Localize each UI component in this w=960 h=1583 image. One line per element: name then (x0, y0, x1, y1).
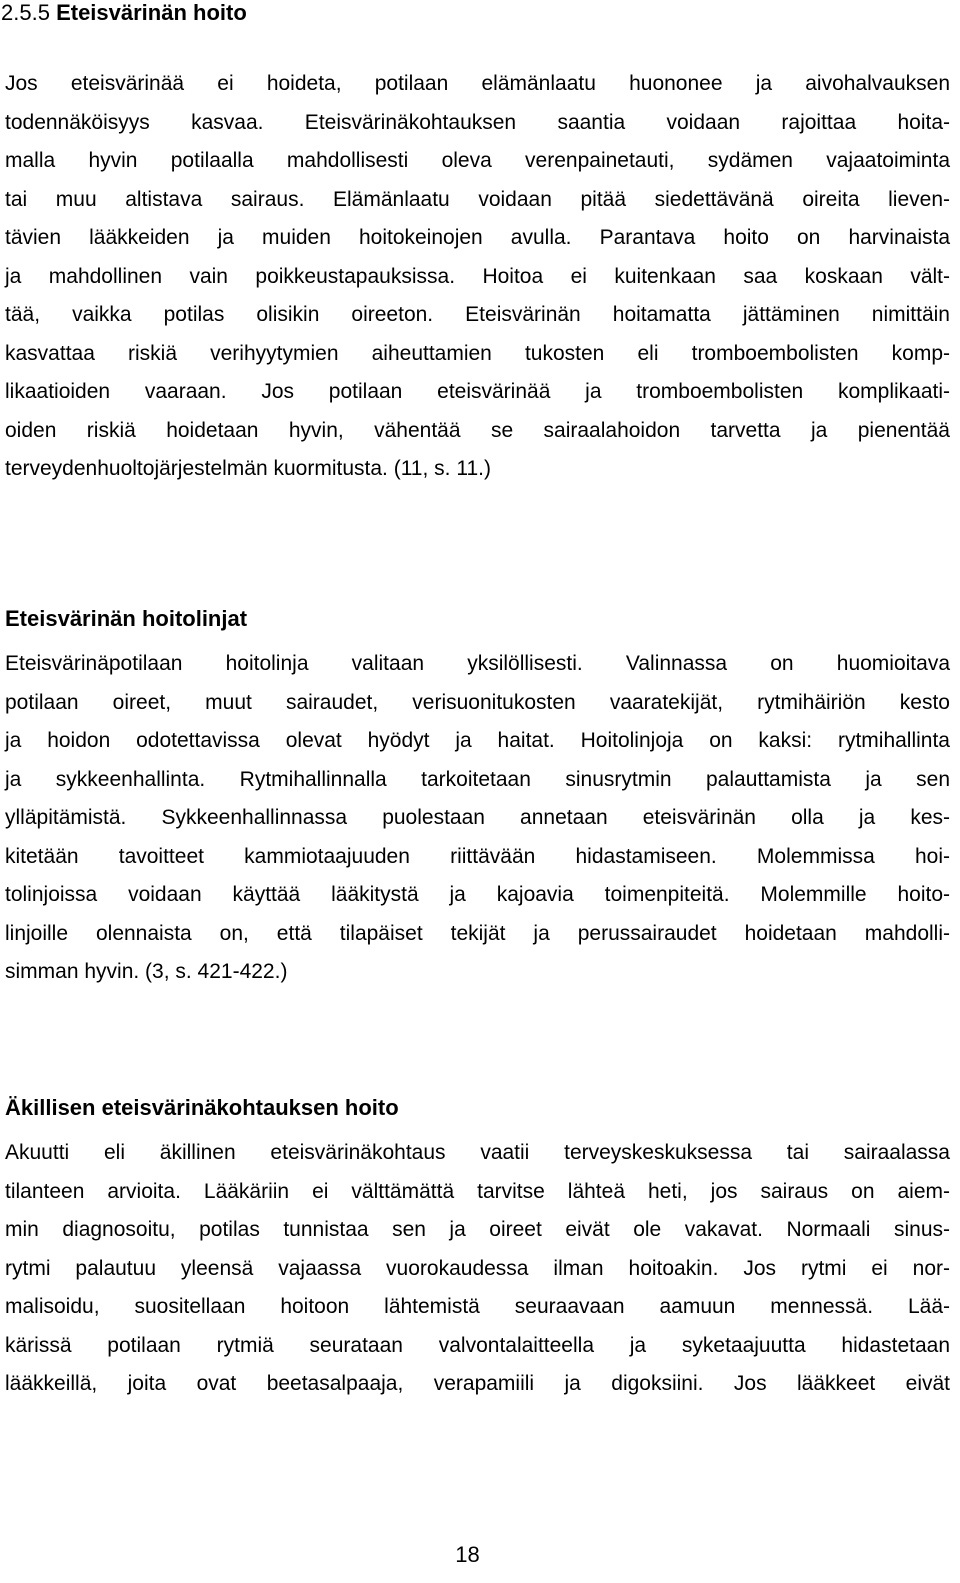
paragraph-line: malisoidu, suositellaan hoitoon lähtemistä seuraavaan aamuun mennessä. Lää- (5, 1295, 950, 1318)
paragraph-line: todennäköisyys kasvaa. Eteisvärinäkohtauksen saantia voidaan rajoittaa hoita- (5, 110, 950, 134)
paragraph-line: tilanteen arvioita. Lääkäriin ei välttämättä tarvitse lähteä heti, jos sairaus on aiem- (5, 1179, 950, 1203)
section-title: Eteisvärinän hoito (56, 0, 247, 25)
paragraph-line: malla hyvin potilaalla mahdollisesti oleva verenpainetauti, sydämen vajaatoiminta (5, 149, 950, 172)
paragraph-line: min diagnosoitu, potilas tunnistaa sen ja oireet eivät ole vakavat. Normaali sinus- (5, 1218, 950, 1241)
paragraph-line: ylläpitämistä. Sykkeenhallinnassa puolestaan annetaan eteisvärinän olla ja kes- (5, 806, 950, 829)
section-number: 2.5.5 (1, 0, 50, 25)
paragraph-line: tävien lääkkeiden ja muiden hoitokeinojen avulla. Parantava hoito on harvinaista (5, 226, 950, 249)
paragraph-line: lääkkeillä, joita ovat beetasalpaaja, verapamiili ja digoksiini. Jos lääkkeet eivät (5, 1372, 950, 1395)
paragraph-line: tää, vaikka potilas olisikin oireeton. Eteisvärinän hoitamatta jättäminen nimittäin (5, 303, 950, 326)
paragraph-line: linjoille olennaista on, että tilapäiset tekijät ja perussairaudet hoidetaan mahdolli- (5, 921, 950, 945)
paragraph-line: terveydenhuoltojärjestelmän kuormitusta. (11, s. 11.) (5, 457, 491, 480)
paragraph-line: ja mahdollinen vain poikkeustapauksissa. Hoitoa ei kuitenkaan saa koskaan vält- (5, 264, 950, 288)
section-heading (1, 0, 247, 28)
paragraph-line: rytmi palautuu yleensä vajaassa vuorokaudessa ilman hoitoakin. Jos rytmi ei nor- (5, 1256, 950, 1280)
heading-treatment-lines: Eteisvärinän hoitolinjat (5, 606, 248, 631)
paragraph-line: kärissä potilaan rytmiä seurataan valvontalaitteella ja syketaajuutta hidastetaan (5, 1333, 950, 1357)
paragraph-treatment-intro (5, 65, 950, 489)
paragraph-line: kasvattaa riskiä verihyytymien aiheuttamien tukosten eli tromboembolisten komp- (5, 341, 950, 365)
paragraph-line: likaatioiden vaaraan. Jos potilaan eteisvärinää ja tromboembolisten komplikaati- (5, 380, 950, 403)
paragraph-line: Jos eteisvärinää ei hoideta, potilaan elämänlaatu huononee ja aivohalvauksen (5, 72, 950, 95)
paragraph-line: ja sykkeenhallinta. Rytmihallinnalla tarkoitetaan sinusrytmin palauttamista ja sen (5, 767, 950, 791)
heading-acute-treatment: Äkillisen eteisvärinäkohtauksen hoito (5, 1095, 399, 1120)
page-number: 18 (455, 1542, 480, 1567)
paragraph-line: tolinjoissa voidaan käyttää lääkitystä ja kajoavia toimenpiteitä. Molemmille hoito- (5, 883, 950, 906)
paragraph-line: simman hyvin. (3, s. 421-422.) (5, 960, 288, 983)
paragraph-line: kitetään tavoitteet kammiotaajuuden riittävään hidastamiseen. Molemmissa hoi- (5, 844, 950, 868)
paragraph-treatment-lines (5, 645, 950, 992)
paragraph-line: ja hoidon odotettavissa olevat hyödyt ja haitat. Hoitolinjoja on kaksi: rytmihallinta (5, 729, 950, 752)
paragraph-line: Eteisvärinäpotilaan hoitolinja valitaan yksilöllisesti. Valinnassa on huomioitava (5, 652, 950, 675)
paragraph-line: potilaan oireet, muut sairaudet, verisuonitukosten vaaratekijät, rytmihäiriön kesto (5, 690, 950, 714)
paragraph-acute-treatment (5, 1134, 950, 1404)
paragraph-line: Akuutti eli äkillinen eteisvärinäkohtaus vaatii terveyskeskuksessa tai sairaalassa (5, 1141, 950, 1164)
paragraph-line: tai muu altistava sairaus. Elämänlaatu voidaan pitää siedettävänä oireita lieven- (5, 187, 950, 211)
paragraph-line: oiden riskiä hoidetaan hyvin, vähentää se sairaalahoidon tarvetta ja pienentää (5, 418, 950, 442)
